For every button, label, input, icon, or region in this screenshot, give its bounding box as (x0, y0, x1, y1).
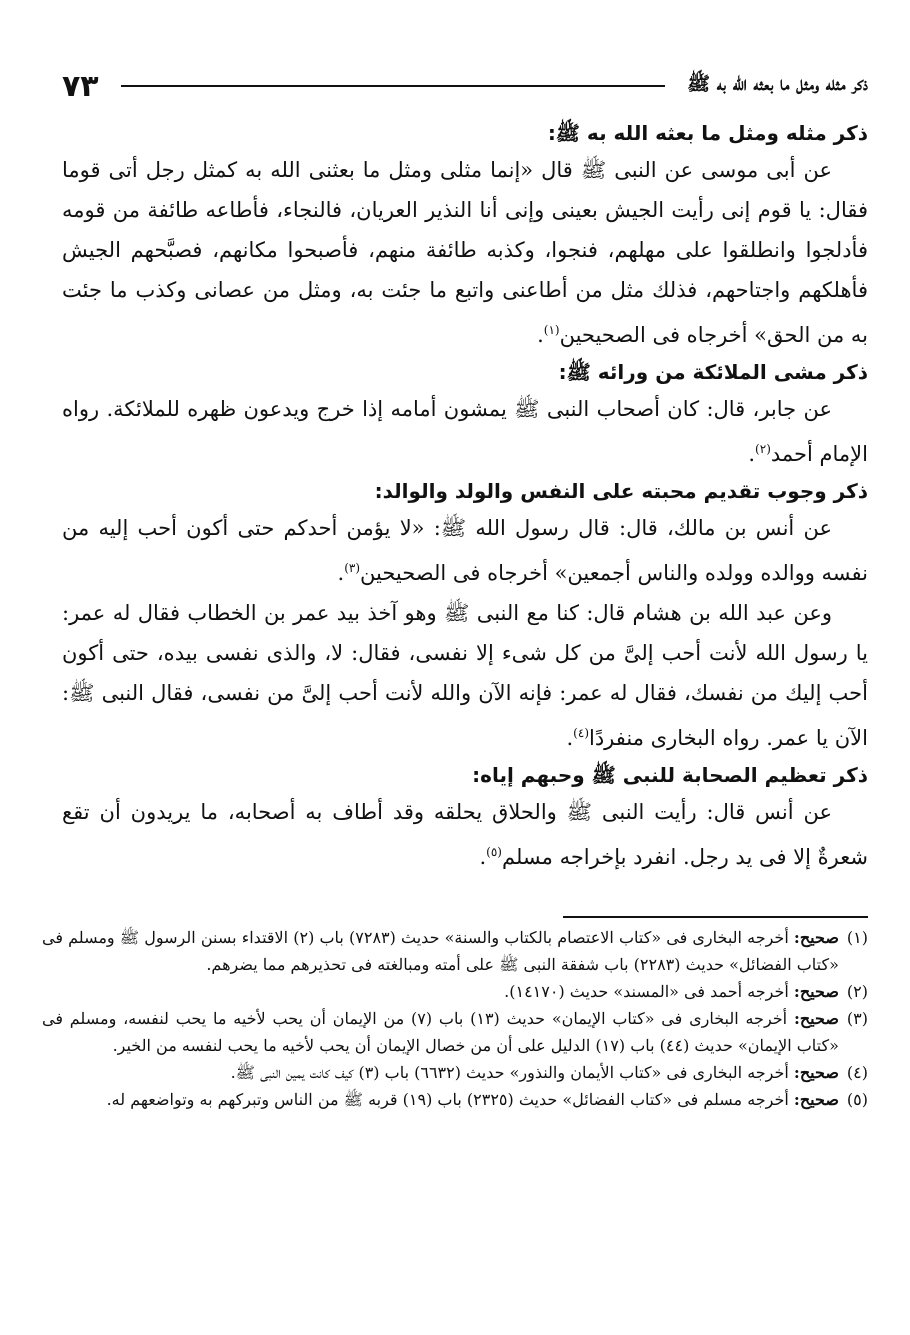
paragraph-text: وعن عبد الله بن هشام قال: كنا مع النبى ﷺ وهو آخذ بيد عمر بن الخطاب فقال له عمر: يا رسول الله لأنت أحب إلىَّ من كل شىء إلا نفسى، فقال: لا، والذى نفسى بيده، حتى أكون أحب إليك من نفسك، فقال له عمر: فإنه الآن والله لأنت أحب إلىَّ من نفسى، فقال النبى ﷺ: الآن يا عمر. رواه البخارى منفردًا (62, 601, 868, 750)
footnote-body (42, 978, 839, 1005)
footnote (42, 978, 868, 1005)
footnote-number: (٤) (846, 1063, 868, 1082)
footnote (42, 1005, 868, 1059)
footnote-text: أخرجه البخارى فى «كتاب الإيمان» حديث (١٣) باب (٧) من الإيمان أن يحب لأخيه ما يحب لنفسه، ومسلم فى «كتاب الإيمان» حديث (٤٤) باب (١٧) الدليل على أن من خصال الإيمان أن يحب لأخيه ما يحب لنفسه من الخير. (42, 1009, 839, 1055)
footnote-separator (563, 916, 868, 918)
header-rule (121, 85, 666, 87)
paragraph-text: عن أنس قال: رأيت النبى ﷺ والحلاق يحلقه وقد أطاف به أصحابه، ما يريدون أن تقع شعرةٌ إلا فى يد رجل. انفرد بإخراجه مسلم (62, 800, 868, 869)
footnote (42, 1059, 868, 1086)
body-paragraph: عن أنس بن مالك، قال: قال رسول الله ﷺ: «لا يؤمن أحدكم حتى أكون أحب إليه من نفسه ووالده وولده والناس أجمعين» أخرجاه فى الصحيحين$^{(٣)}$. (62, 516, 868, 585)
body-paragraph: وعن عبد الله بن هشام قال: كنا مع النبى ﷺ وهو آخذ بيد عمر بن الخطاب فقال له عمر: يا رسول الله لأنت أحب إلىَّ من كل شىء إلا نفسى، فقال: لا، والذى نفسى بيده، حتى أكون أحب إليك من نفسك، فقال له عمر: فإنه الآن والله لأنت أحب إلىَّ من نفسى، فقال النبى ﷺ: الآن يا عمر. رواه البخارى منفردًا$^{(٤)}$. (62, 601, 868, 750)
footnote-ref: (٤) (573, 726, 589, 740)
footnote-ref: (٥) (486, 845, 502, 859)
footnote-ref: (٣) (344, 561, 361, 575)
paragraph-text: عن أنس بن مالك، قال: قال رسول الله ﷺ: «لا يؤمن أحدكم حتى أكون أحب إليه من نفسه ووالده وولده والناس أجمعين» أخرجاه فى الصحيحين (62, 516, 868, 585)
footnote-body (42, 1086, 839, 1113)
footnote-text: أخرجه البخارى فى «كتاب الاعتصام بالكتاب والسنة» حديث (٧٢٨٣) باب (٢) الاقتداء بسنن الرسول ﷺ ومسلم فى «كتاب الفضائل» حديث (٢٢٨٣) باب شفقة النبى ﷺ على أمته ومبالغته فى تحذيرهم مما يضرهم. (42, 928, 839, 974)
section-heading: ذكر مشى الملائكة من ورائه ﷺ: (558, 360, 868, 384)
footnote-number: (٢) (846, 982, 868, 1001)
section-heading: ذكر مثله ومثل ما بعثه الله به ﷺ: (547, 121, 868, 145)
paragraph-text: عن جابر، قال: كان أصحاب النبى ﷺ يمشون أمامه إذا خرج ويدعون ظهره للملائكة. رواه الإمام أحمد (62, 397, 868, 466)
section-heading: ذكر وجوب تقديم محبته على النفس والولد والوالد: (374, 479, 868, 503)
running-title: ذكر مثله ومثل ما بعثه الله به ﷺ (687, 73, 868, 95)
footnote-number: (٥) (846, 1090, 868, 1109)
footnote-body (42, 1005, 839, 1059)
paragraph-text: عن أبى موسى عن النبى ﷺ قال «إنما مثلى ومثل ما بعثنى الله به كمثل رجل أتى قوما فقال: يا قوم إنى رأيت الجيش بعينى وإنى أنا النذير العريان، فالنجاء، فأطاعه طائفة من قومه فأدلجوا وانطلقوا على مهلهم، فنجوا، وكذبه طائفة منهم، فأصبحوا مكانهم، فصبَّحهم الجيش فأهلكهم واجتاحهم، فذلك مثل من أطاعنى واتبع ما جئت به، ومثل من عصانى وكذب ما جئت به من الحق» أخرجاه فى الصحيحين (62, 158, 868, 347)
body-paragraph: عن جابر، قال: كان أصحاب النبى ﷺ يمشون أمامه إذا خرج ويدعون ظهره للملائكة. رواه الإمام أحمد$^{(٢)}$. (62, 397, 868, 466)
footnote-text: أخرجه أحمد فى «المسند» حديث (١٤١٧٠). (504, 982, 789, 1001)
page-header (62, 66, 868, 106)
footnote-body (42, 1059, 839, 1086)
body-paragraph: عن أنس قال: رأيت النبى ﷺ والحلاق يحلقه وقد أطاف به أصحابه، ما يريدون أن تقع شعرةٌ إلا فى يد رجل. انفرد بإخراجه مسلم$^{(٥)}$. (62, 800, 868, 869)
main-text (62, 116, 868, 877)
footnote-text: أخرجه البخارى فى «كتاب الأيمان والنذور» حديث (٦٦٣٢) باب (٣) كيف كانت يمين النبى ﷺ. (230, 1063, 789, 1082)
page-number: ٧٣ (62, 68, 99, 104)
section-heading: ذكر تعظيم الصحابة للنبى ﷺ وحبهم إياه: (472, 763, 868, 787)
footnote-body (42, 924, 839, 978)
footnote-label: صحيح: (793, 1009, 839, 1028)
footnote-label: صحيح: (793, 982, 839, 1001)
footnote-number: (١) (846, 928, 868, 947)
footnote-label: صحيح: (793, 1063, 839, 1082)
body-paragraph: عن أبى موسى عن النبى ﷺ قال «إنما مثلى ومثل ما بعثنى الله به كمثل رجل أتى قوما فقال: يا قوم إنى رأيت الجيش بعينى وإنى أنا النذير العريان، فالنجاء، فأطاعه طائفة من قومه فأدلجوا وانطلقوا على مهلهم، فنجوا، وكذبه طائفة منهم، فأصبحوا مكانهم، فصبَّحهم الجيش فأهلكهم واجتاحهم، فذلك مثل من أطاعنى واتبع ما جئت به، ومثل من عصانى وكذب ما جئت به من الحق» أخرجاه فى الصحيحين$^{(١)}$. (62, 158, 868, 347)
footnote (42, 924, 868, 978)
footnote-number: (٣) (846, 1009, 868, 1028)
footnote-text: أخرجه مسلم فى «كتاب الفضائل» حديث (٢٣٢٥) باب (١٩) قربه ﷺ من الناس وتبركهم به وتواضعهم له. (106, 1090, 789, 1109)
footnotes (42, 924, 868, 1113)
footnote (42, 1086, 868, 1113)
footnote-ref: (٢) (755, 442, 771, 456)
footnote-label: صحيح: (793, 1090, 839, 1109)
footnote-ref: (١) (543, 323, 560, 337)
footnote-label: صحيح: (793, 928, 839, 947)
